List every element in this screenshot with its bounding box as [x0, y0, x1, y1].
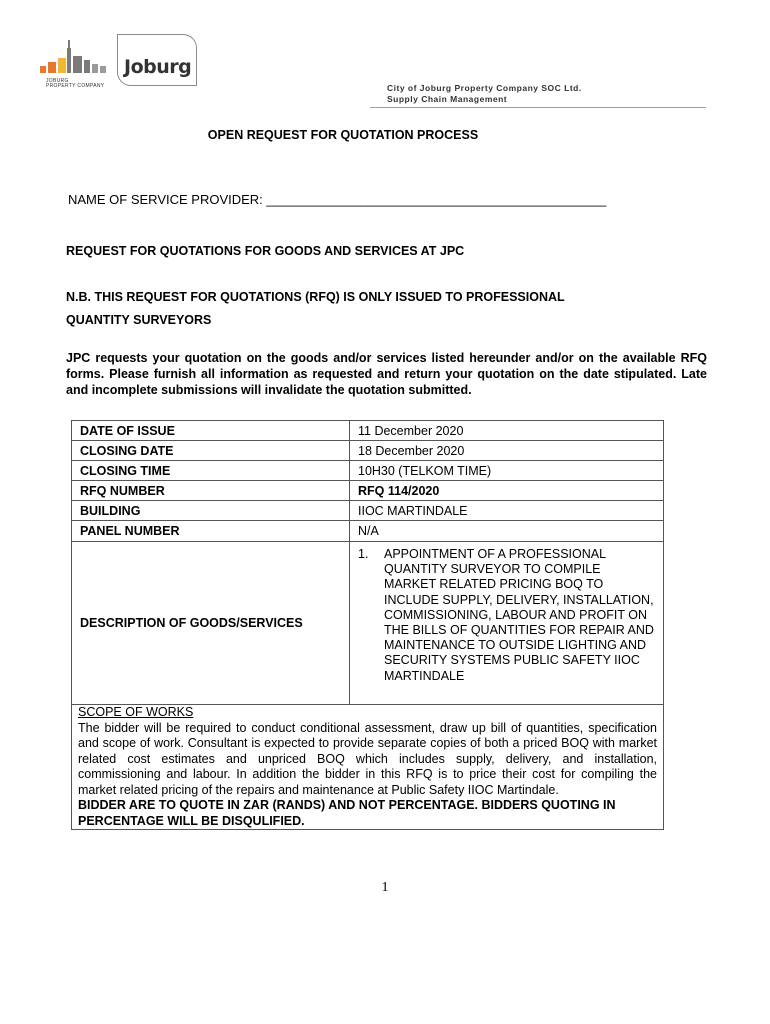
company-department: Supply Chain Management [387, 94, 508, 104]
table-row [72, 421, 664, 441]
logo-bar [40, 66, 46, 73]
document-title: OPEN REQUEST FOR QUOTATION PROCESS [207, 128, 479, 142]
joburg-badge-text: Joburg [124, 56, 192, 78]
page-number: 1 [381, 880, 389, 895]
description-cell [350, 542, 664, 705]
scope-text: The bidder will be required to conduct conditional assessment, draw up bill of quantities, specification and scope of work. Consultant is expected to provide separate copies of both a priced BOQ with market related cost estimates and unpriced BOQ which includes supply, delivery, and installation, commissioning and labour. In addition the bidder in this RFQ is to price their cost for compiling the market related pricing of the repairs and maintenance at Public Safety IIOC Martindale. [78, 720, 657, 797]
logo-bar [58, 58, 66, 73]
logo-subtext-line2: PROPERTY COMPANY [46, 83, 105, 89]
logo-bar [100, 66, 106, 73]
description-label: DESCRIPTION OF GOODS/SERVICES [72, 542, 350, 705]
rfq-details-table [71, 420, 664, 830]
scope-bold-note: BIDDER ARE TO QUOTE IN ZAR (RANDS) AND NOT PERCENTAGE. BIDDERS QUOTING IN PERCENTAGE WILL BE DISQULIFIED. [78, 798, 616, 828]
table-row [72, 501, 664, 521]
scope-of-works-cell [72, 705, 664, 830]
logo-bar [84, 60, 90, 73]
description-list-item [358, 547, 655, 684]
row-label: CLOSING TIME [72, 461, 350, 481]
description-number: 1. [358, 547, 369, 561]
logo-bar [92, 64, 98, 73]
nb-line-1: N.B. THIS REQUEST FOR QUOTATIONS (RFQ) IS ONLY ISSUED TO PROFESSIONAL [66, 290, 565, 304]
logo-subtext [46, 79, 104, 89]
table-row [72, 461, 664, 481]
row-label: CLOSING DATE [72, 441, 350, 461]
description-text: APPOINTMENT OF A PROFESSIONAL QUANTITY SURVEYOR TO COMPILE MARKET RELATED PRICING BOQ TO INCLUDE SUPPLY, DELIVERY, INSTALLATION, COMMISSIONING, LABOUR AND PROFIT ON THE BILLS OF QUANTITIES FOR REPAIR AND MAINTENANCE TO OUTSIDE LIGHTING AND SECURITY SYSTEMS PUBLIC SAFETY IIOC MARTINDALE [384, 547, 654, 683]
row-value: IIOC MARTINDALE [350, 501, 664, 521]
row-value: 11 December 2020 [350, 421, 664, 441]
logo-bar [48, 62, 56, 73]
table-row [72, 441, 664, 461]
company-name: City of Joburg Property Company SOC Ltd. [387, 83, 582, 93]
row-label: PANEL NUMBER [72, 521, 350, 542]
row-value: 10H30 (TELKOM TIME) [350, 461, 664, 481]
table-row [72, 521, 664, 542]
header-rule [370, 107, 706, 108]
table-row [72, 705, 664, 830]
scope-title: SCOPE OF WORKS [78, 705, 194, 719]
logo-bar [67, 48, 71, 73]
service-provider-line: NAME OF SERVICE PROVIDER: _______________________________________________ [68, 192, 607, 207]
table-row [72, 481, 664, 501]
logo-bar [68, 40, 70, 50]
row-value: N/A [350, 521, 664, 542]
row-label: DATE OF ISSUE [72, 421, 350, 441]
row-label: BUILDING [72, 501, 350, 521]
intro-paragraph: JPC requests your quotation on the goods and/or services listed hereunder and/or on the available RFQ forms. Please furnish all information as requested and return your quotation on the date stipulated. Late and incomplete submissions will invalidate the quotation submitted. [66, 351, 707, 397]
table-row [72, 542, 664, 705]
goods-services-heading: REQUEST FOR QUOTATIONS FOR GOODS AND SERVICES AT JPC [66, 244, 465, 258]
logo-bar [73, 56, 82, 73]
row-value: RFQ 114/2020 [350, 481, 664, 501]
row-value: 18 December 2020 [350, 441, 664, 461]
logo-subtext-line1: JOBURG [46, 78, 69, 84]
row-label: RFQ NUMBER [72, 481, 350, 501]
nb-line-2: QUANTITY SURVEYORS [66, 313, 212, 327]
